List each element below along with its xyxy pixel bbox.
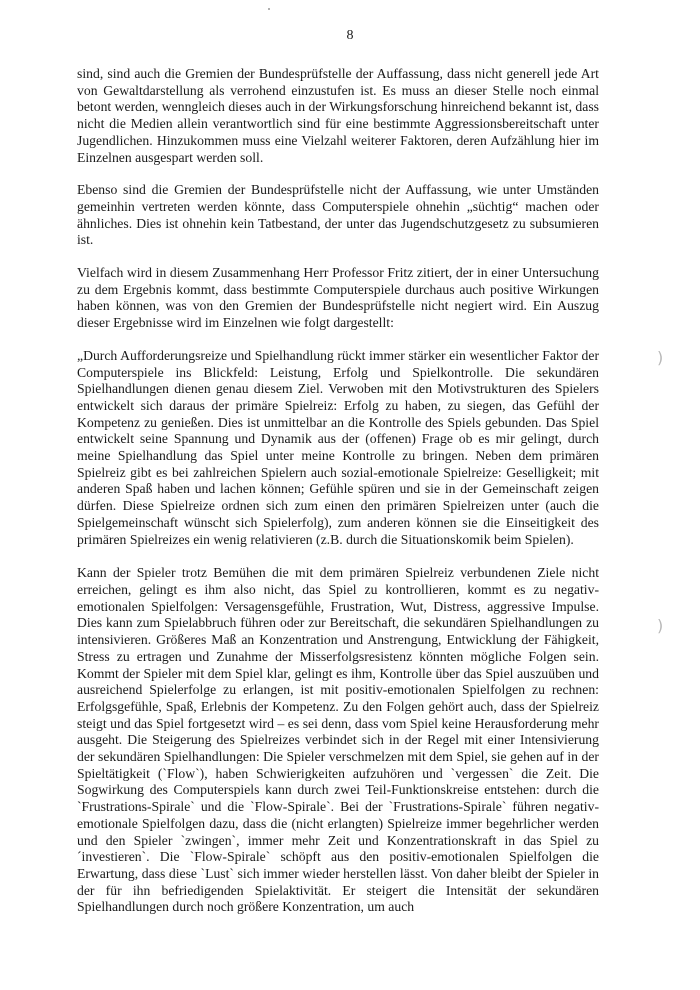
- document-body: [77, 66, 599, 916]
- paragraph-quote-spielreize: „Durch Aufforderungsreize und Spielhandlung rückt immer stärker ein wesentlicher Faktor der Computerspiele ins Blickfeld: Leistung, Erfolg und Spielkontrolle. Die sekundären Spielhandlungen dienen genau diesem Ziel. Verwoben mit den Motivstrukturen des Spielers entwickelt sich daraus der primäre Spielreiz: Erfolg zu haben, zu siegen, das Gefühl der Kompetenz zu genießen. Dies ist unmittelbar an die Kontrolle des Spiels gebunden. Das Spiel entwickelt seine Spannung und Dynamik aus der (offenen) Frage ob es mir gelingt, durch meine Spielhandlung das Spiel unter meine Kontrolle zu bringen. Neben dem primären Spielreiz gibt es bei zahlreichen Spielern auch sozial-emotionale Spielreize: Geselligkeit; mit anderen Spaß haben und lachen können; Gefühle spüren und sie in der Gemeinschaft zeigen dürfen. Diese Spielreize ordnen sich zum einen den primären Spielreizen unter (auch die Spielgemeinschaft wünscht sich Spielerfolg), zum anderen können sie die Einseitigkeit des primären Spielreizes ein wenig relativieren (z.B. durch die Situationskomik beim Spielen).: [77, 347, 599, 547]
- paragraph-spielfolgen: Kann der Spieler trotz Bemühen die mit dem primären Spielreiz verbundenen Ziele nicht erreichen, gelingt es ihm also nicht, das Spiel zu kontrollieren, kommt es zu negativ-emotionalen Spielfolgen: Versagensgefühle, Frustration, Wut, Distress, aggressive Impulse. Dies kann zum Spielabbruch führen oder zur Bereitschaft, die sekundären Spielhandlungen zu intensivieren. Größeres Maß an Konzentration und Anstrengung, Entwicklung der Fähigkeit, Stress zu ertragen und Zunahme der Misserfolgsresistenz könnten mögliche Folgen sein. Kommt der Spieler mit dem Spiel klar, gelingt es ihm, Kontrolle über das Spiel auszuüben und ausreichend Spielerfolge zu erlangen, ist mit positiv-emotionalen Spielfolgen zu rechnen: Erfolgsgefühle, Spaß, Erlebnis der Kompetenz. Zu den Folgen gehört auch, dass der Spielreiz steigt und das Spiel fortgesetzt wird – es sei denn, dass vom Spiel keine Herausforderung mehr ausgeht. Die Steigerung des Spielreizes verbindet sich in der Regel mit einer Intensivierung der sekundären Spielhandlungen: Die Spieler verschmelzen mit dem Spiel, sie gehen auf in der Spieltätigkeit (`Flow`), haben Schwierigkeiten aufzuhören und `vergessen` die Zeit. Die Sogwirkung des Computerspiels kann durch zwei Teil-Funktionskreise entstehen: durch die `Frustrations-Spirale` und die `Flow-Spirale`. Bei der `Frustrations-Spirale` führen negativ-emotionale Spielfolgen dazu, dass die (nicht erlangten) Spielreize immer begehrlicher werden und den Spieler `zwingen`, immer mehr Zeit und Konzentrationskraft in das Spiel zu ´investieren`. Die `Flow-Spirale` schöpft aus den positiv-emotionalen Spielfolgen die Erwartung, dass diese `Lust` sich immer wieder herstellen lässt. Von daher bleibt der Spieler in der für ihn befriedigenden Spielaktivität. Er steigert die Intensität der sekundären Spielhandlungen durch noch größere Konzentration, um auch: [77, 565, 599, 915]
- margin-mark: ): [657, 348, 664, 367]
- paragraph-professor-fritz: Vielfach wird in diesem Zusammenhang Herr Professor Fritz zitiert, der in einer Untersuchung zu dem Ergebnis kommt, dass bestimmte Computerspiele durchaus auch positive Wirkungen haben können, was von den Gremien der Bundesprüfstelle nicht negiert wird. Ein Auszug dieser Ergebnisse wird im Einzelnen wie folgt dargestellt:: [77, 265, 599, 331]
- margin-mark: ): [657, 616, 664, 635]
- page-number: 8: [346, 28, 354, 43]
- scan-artifact: [268, 8, 270, 10]
- paragraph-computerspiele-sucht: Ebenso sind die Gremien der Bundesprüfstelle nicht der Auffassung, wie unter Umständen gemeinhin vertreten werden könnte, dass Computerspiele ohnehin „süchtig“ machen oder ähnliches. Dies ist ohnehin kein Tatbestand, der unter das Jugendschutzgesetz zu subsumieren ist.: [77, 182, 599, 248]
- paragraph-gewaltdarstellung: sind, sind auch die Gremien der Bundesprüfstelle der Auffassung, dass nicht generell jede Art von Gewaltdarstellung als verrohend einzustufen ist. Es muss an dieser Stelle noch einmal betont werden, wenngleich dieses auch in der Wirkungsforschung hinreichend bekannt ist, dass nicht die Medien allein verantwortlich sind für eine bestimmte Aggressionsbereitschaft unter Jugendlichen. Hinzukommen muss eine Vielzahl weiterer Faktoren, deren Aufzählung hier im Einzelnen ausgespart werden soll.: [77, 66, 599, 165]
